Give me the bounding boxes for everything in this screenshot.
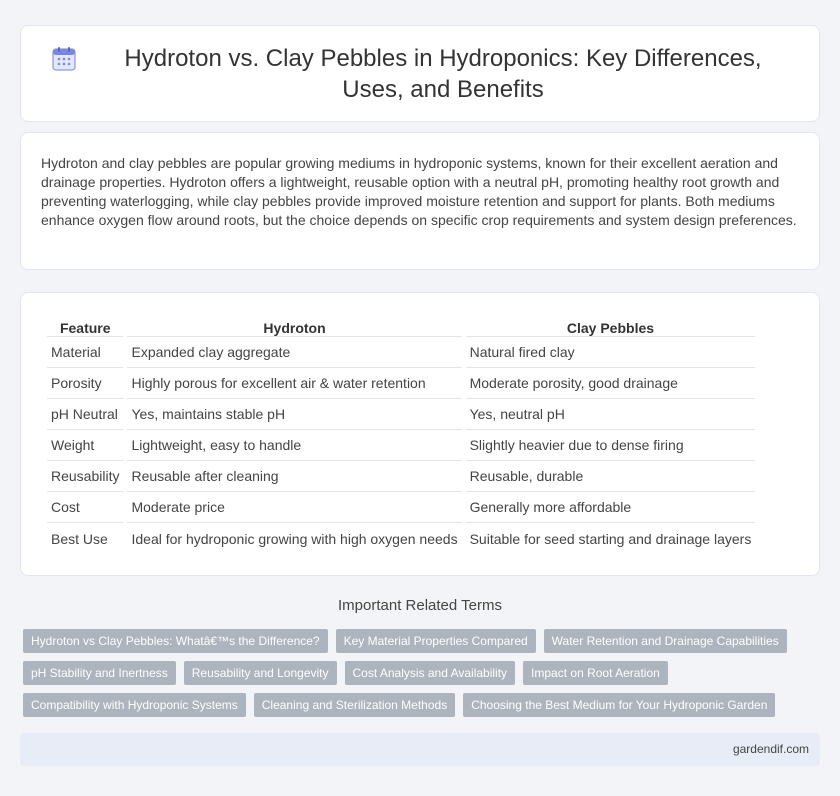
table-cell: Material [47,337,123,368]
table-row [47,492,755,523]
related-term-tag[interactable]: Cost Analysis and Availability [345,661,516,685]
related-term-tag[interactable]: pH Stability and Inertness [23,661,176,685]
table-cell: Cost [47,492,123,523]
table-cell: Moderate price [127,492,461,523]
related-term-tag[interactable]: Choosing the Best Medium for Your Hydroponic Garden [463,693,775,717]
related-term-tag[interactable]: Key Material Properties Compared [336,629,536,653]
comparison-table [43,315,759,554]
table-cell: Yes, maintains stable pH [127,399,461,430]
page-title: Hydroton vs. Clay Pebbles in Hydroponics: Key Differences, Uses, and Benefits [124,44,762,103]
comparison-table-card [20,292,820,576]
table-cell: Natural fired clay [466,337,756,368]
table-row [47,430,755,461]
table-cell: Reusable after cleaning [127,461,461,492]
header-card [20,25,820,122]
table-header-row [47,315,755,337]
table-cell: Weight [47,430,123,461]
table-cell: Lightweight, easy to handle [127,430,461,461]
table-cell: Highly porous for excellent air & water retention [127,368,461,399]
table-row [47,368,755,399]
table-cell: Slightly heavier due to dense firing [466,430,756,461]
table-row [47,399,755,430]
column-header-feature: Feature [47,315,123,337]
related-term-tag[interactable]: Cleaning and Sterilization Methods [254,693,455,717]
table-cell: Generally more affordable [466,492,756,523]
footer-domain[interactable]: gardendif.com [732,742,809,756]
table-cell: Reusable, durable [466,461,756,492]
table-row [47,523,755,554]
related-terms-tags [23,629,803,717]
footer-bar [20,733,820,766]
related-term-tag[interactable]: Reusability and Longevity [184,661,337,685]
related-term-tag[interactable]: Impact on Root Aeration [523,661,668,685]
table-cell: Ideal for hydroponic growing with high oxygen needs [131,530,458,547]
calendar-icon [51,46,77,72]
table-row [47,337,755,368]
related-term-tag[interactable]: Water Retention and Drainage Capabilities [544,629,787,653]
table-cell: Porosity [47,368,123,399]
table-cell: pH Neutral [47,399,123,430]
intro-paragraph: Hydroton and clay pebbles are popular growing mediums in hydroponic systems, known for their excellent aeration and drainage properties. Hydroton offers a lightweight, reusable option with a neutral pH, promoting healthy root growth and preventing waterlogging, while clay pebbles provide improved moisture retention and support for plants. Both mediums enhance oxygen flow around roots, but the choice depends on specific crop requirements and system design preferences. [41,155,797,228]
table-cell: Yes, neutral pH [466,399,756,430]
column-header-clay-pebbles: Clay Pebbles [466,315,756,337]
table-row [47,461,755,492]
table-cell: Reusability [47,461,123,492]
intro-card [20,132,820,270]
table-cell: Best Use [51,530,108,547]
related-terms-heading: Important Related Terms [338,597,502,614]
column-header-hydroton: Hydroton [127,315,461,337]
table-cell: Expanded clay aggregate [127,337,461,368]
table-cell: Suitable for seed starting and drainage layers [469,530,752,547]
related-term-tag[interactable]: Compatibility with Hydroponic Systems [23,693,246,717]
related-term-tag[interactable]: Hydroton vs Clay Pebbles: Whatâ€™s the Difference? [23,629,328,653]
table-cell: Moderate porosity, good drainage [466,368,756,399]
